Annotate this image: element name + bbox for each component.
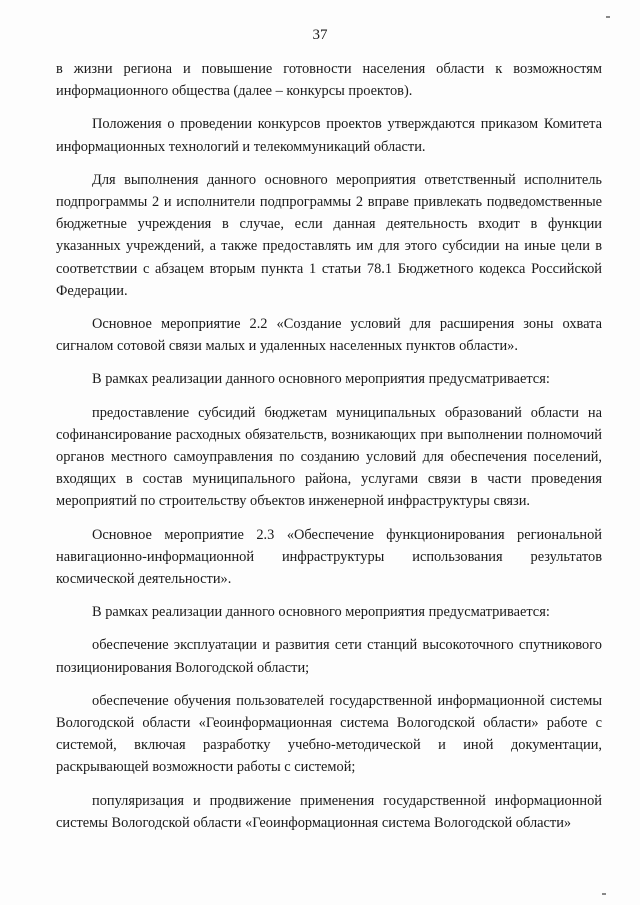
paragraph: В рамках реализации данного основного мероприятия предусматривается: <box>92 371 550 388</box>
page-number: 37 <box>312 27 328 43</box>
paragraph: Положения о проведении конкурсов проектов утверждаются приказом Комитета информационных технологий и телекоммуникаций области. <box>56 116 602 155</box>
paragraph: В рамках реализации данного основного мероприятия предусматривается: <box>92 604 550 621</box>
document-body <box>56 58 602 845</box>
paragraph-continuation: в жизни региона и повышение готовности населения области к возможностям информационного общества (далее – конкурсы проектов). <box>56 61 602 100</box>
paragraph: популяризация и продвижение применения государственной информационной системы Вологодской области «Геоинформационная система Вологодской области» <box>56 792 602 831</box>
paragraph: Для выполнения данного основного мероприятия ответственный исполнитель подпрограммы 2 и исполнители подпрограммы 2 вправе привлекать подведомственные бюджетные учреждения в случае, если данная деятельность входит в функции указанных учреждений, а также предоставлять им для этого субсидии на иные цели в соответствии с абзацем вторым пункта 1 статьи 78.1 Бюджетного кодекса Российской Федерации. <box>56 171 602 299</box>
paragraph: Основное мероприятие 2.2 «Создание условий для расширения зоны охвата сигналом сотовой связи малых и удаленных населенных пунктов области». <box>56 316 602 355</box>
scan-mark-bottom-right <box>602 893 606 895</box>
paragraph: предоставление субсидий бюджетам муниципальных образований области на софинансирование расходных обязательств, возникающих при выполнении полномочий органов местного самоуправления по созданию условий для обеспечения поселений, входящих в состав муниципального района, услугами связи в части проведения мероприятий по строительству объектов инженерной инфраструктуры связи. <box>56 404 602 510</box>
paragraph: Основное мероприятие 2.3 «Обеспечение функционирования региональной навигационно-информационной инфраструктуры использования результатов космической деятельности». <box>56 526 602 588</box>
scan-mark-top-right <box>606 16 610 18</box>
paragraph: обеспечение эксплуатации и развития сети станций высокоточного спутникового позиционирования Вологодской области; <box>56 637 602 676</box>
paragraph: обеспечение обучения пользователей государственной информационной системы Вологодской области «Геоинформационная система Вологодской области» работе с системой, включая разработку учебно-методической и иной документации, раскрывающей возможности работы с системой; <box>56 692 602 776</box>
